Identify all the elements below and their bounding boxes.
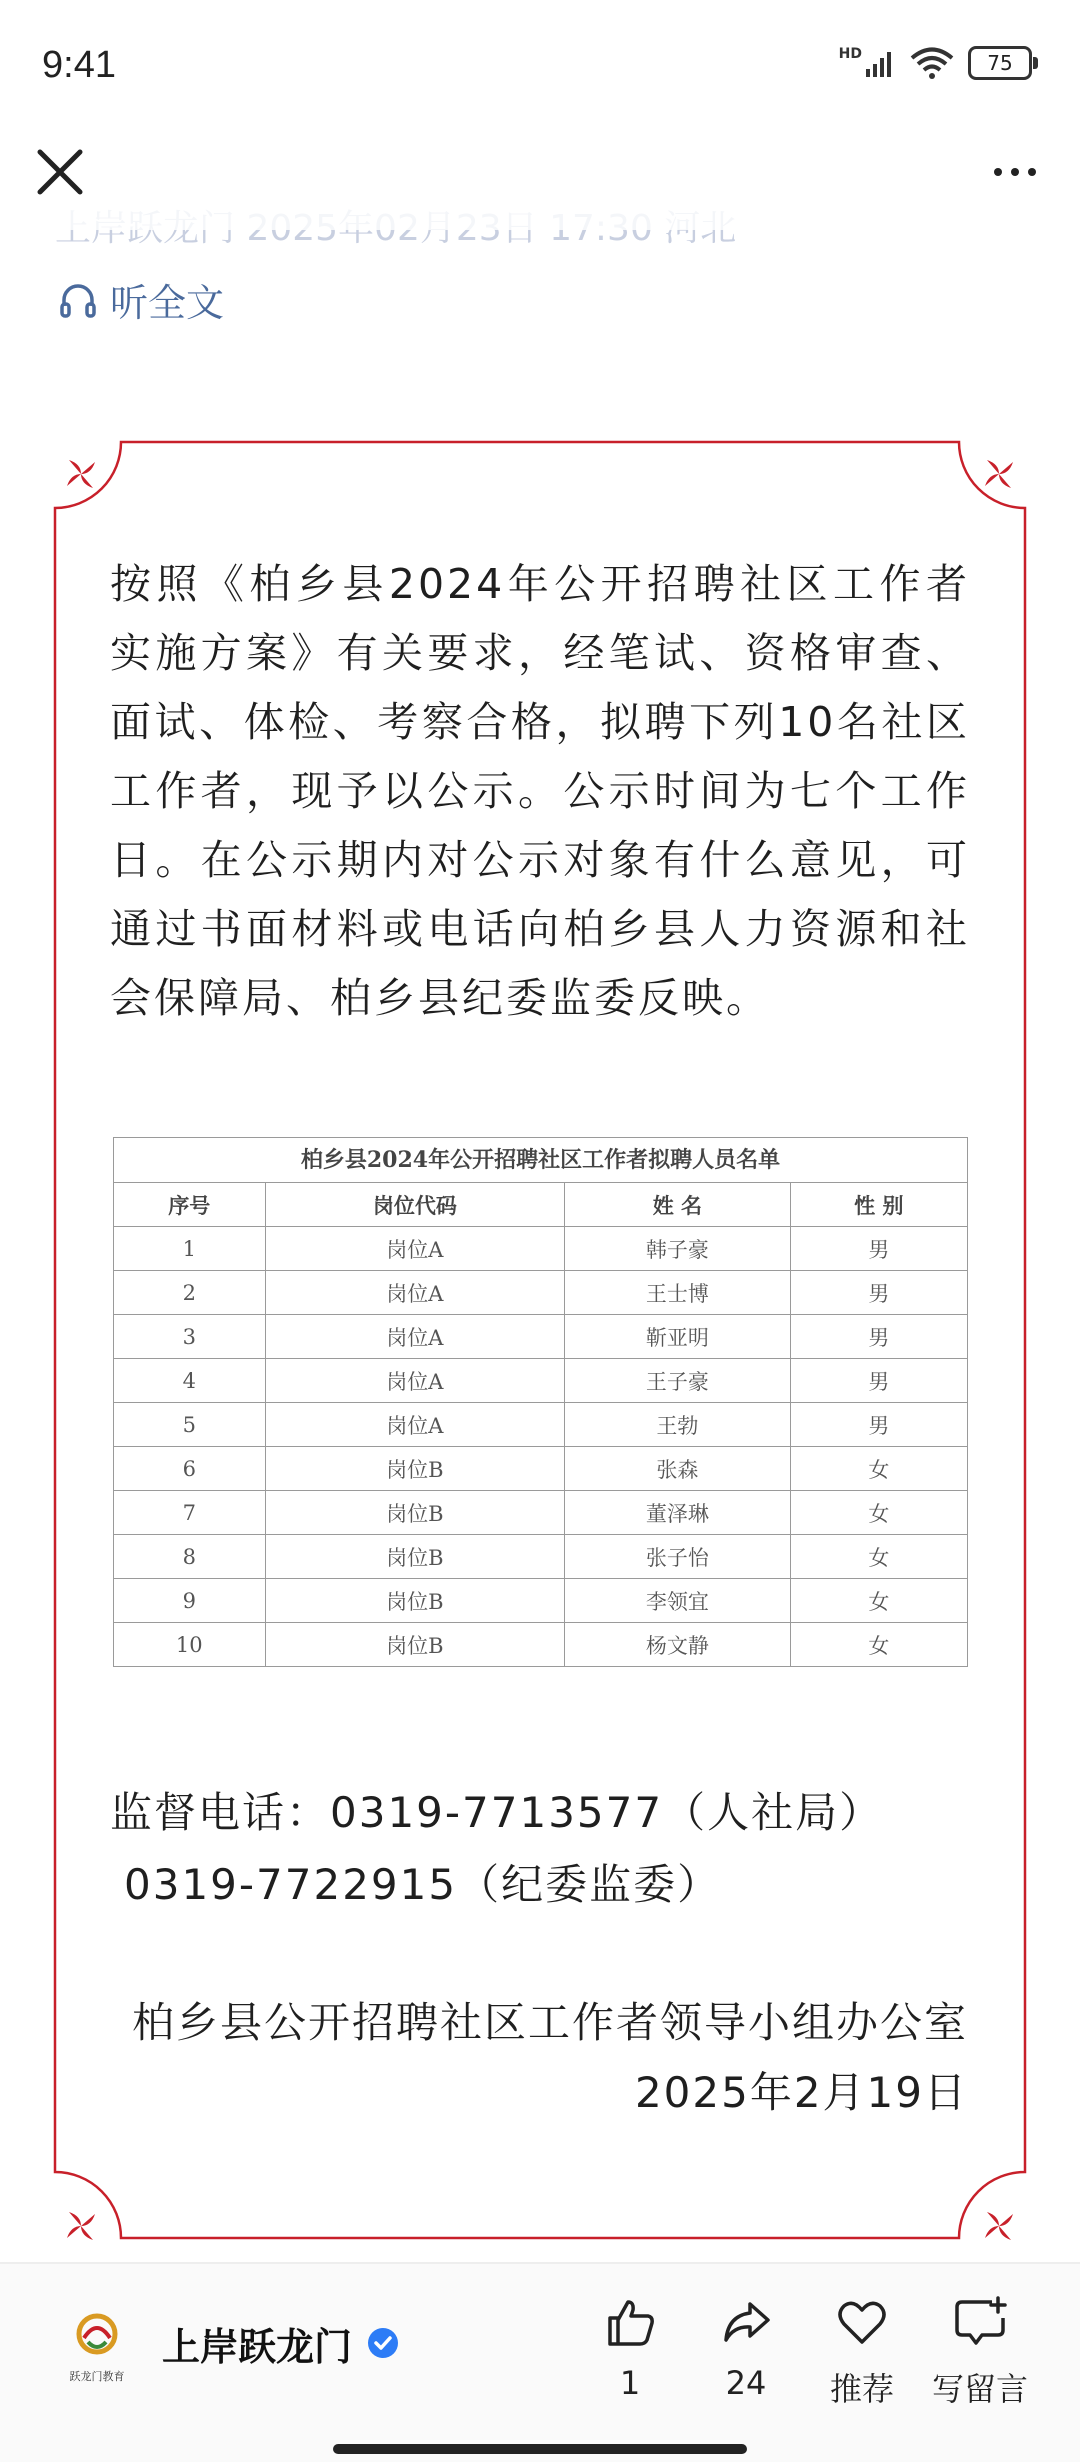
more-dot-icon (1028, 168, 1036, 176)
signal-icon (866, 49, 896, 77)
supervision-phone-discipline: 0319-7722915（纪委监委） (124, 1860, 722, 1909)
table-cell: 2 (114, 1271, 266, 1315)
table-cell: 女 (790, 1623, 967, 1667)
recommend-label: 推荐 (829, 2370, 894, 2408)
listen-label: 听全文 (110, 281, 225, 325)
recommend-button[interactable] (802, 2294, 922, 2410)
verified-badge-icon (366, 2326, 400, 2360)
signature-organization: 柏乡县公开招聘社区工作者领导小组办公室 (131, 1998, 968, 2047)
table-row (114, 1623, 968, 1667)
share-button[interactable] (686, 2294, 806, 2402)
table-cell: 岗位B (265, 1535, 565, 1579)
table-cell: 岗位A (265, 1315, 565, 1359)
table-cell: 岗位B (265, 1491, 565, 1535)
more-dot-icon (994, 168, 1002, 176)
home-indicator[interactable] (333, 2444, 747, 2454)
table-cell: 男 (790, 1403, 967, 1447)
table-cell: 王勃 (565, 1403, 791, 1447)
flower-ornament-icon (61, 454, 101, 494)
table-row (114, 1359, 968, 1403)
table-cell: 女 (790, 1447, 967, 1491)
account-logo-icon (62, 2308, 132, 2364)
table-cell: 男 (790, 1359, 967, 1403)
table-cell: 9 (114, 1579, 266, 1623)
header-cell: 岗位代码 (265, 1183, 565, 1227)
headphones-icon (58, 280, 98, 320)
table-row (114, 1447, 968, 1491)
comment-add-icon (952, 2294, 1008, 2350)
status-bar (0, 0, 1080, 120)
table-cell: 女 (790, 1491, 967, 1535)
more-dot-icon (1011, 168, 1019, 176)
header-cell: 姓 名 (565, 1183, 791, 1227)
comment-label: 写留言 (931, 2370, 1028, 2408)
table-header-row (114, 1183, 968, 1227)
header-cell: 序号 (114, 1183, 266, 1227)
network-type: HD (838, 46, 862, 62)
nav-divider (0, 200, 1080, 230)
listen-full-text-button[interactable] (58, 272, 224, 327)
like-button[interactable] (570, 2294, 690, 2402)
table-cell: 男 (790, 1315, 967, 1359)
table-cell: 岗位A (265, 1227, 565, 1271)
table-cell: 3 (114, 1315, 266, 1359)
table-cell: 7 (114, 1491, 266, 1535)
table-cell: 张子怡 (565, 1535, 791, 1579)
table-cell: 王士博 (565, 1271, 791, 1315)
write-comment-button[interactable] (920, 2294, 1040, 2410)
flower-ornament-icon (61, 2206, 101, 2246)
header-cell: 性 别 (790, 1183, 967, 1227)
status-icons (839, 46, 1032, 80)
thumbs-up-icon (602, 2294, 658, 2350)
table-cell: 10 (114, 1623, 266, 1667)
table-row (114, 1579, 968, 1623)
table-cell: 4 (114, 1359, 266, 1403)
heart-icon (834, 2294, 890, 2350)
flower-ornament-icon (979, 454, 1019, 494)
table-cell: 靳亚明 (565, 1315, 791, 1359)
table-cell: 李领宜 (565, 1579, 791, 1623)
table-row (114, 1227, 968, 1271)
table-row (114, 1491, 968, 1535)
account-avatar[interactable] (62, 2308, 132, 2386)
table-cell: 岗位A (265, 1271, 565, 1315)
table-cell: 6 (114, 1447, 266, 1491)
bottom-action-bar (0, 2262, 1080, 2462)
table-cell: 8 (114, 1535, 266, 1579)
table-row (114, 1271, 968, 1315)
table-row (114, 1403, 968, 1447)
roster-table (113, 1137, 968, 1667)
roster-table-image[interactable] (113, 1137, 968, 1667)
table-cell: 5 (114, 1403, 266, 1447)
battery-icon (968, 46, 1032, 80)
table-cell: 杨文静 (565, 1623, 791, 1667)
table-cell: 岗位A (265, 1403, 565, 1447)
table-cell: 岗位A (265, 1359, 565, 1403)
table-cell: 男 (790, 1227, 967, 1271)
table-cell: 王子豪 (565, 1359, 791, 1403)
close-icon[interactable] (30, 142, 90, 202)
like-count: 1 (619, 2364, 641, 2402)
table-cell: 女 (790, 1535, 967, 1579)
table-cell: 岗位B (265, 1579, 565, 1623)
wifi-icon (910, 47, 954, 79)
status-time: 9:41 (42, 44, 116, 86)
table-cell: 1 (114, 1227, 266, 1271)
supervision-phone-hrss: 监督电话：0319-7713577（人社局） (110, 1788, 884, 1837)
table-cell: 岗位B (265, 1623, 565, 1667)
table-row (114, 1315, 968, 1359)
announcement-paragraph: 按照《柏乡县2024年公开招聘社区工作者实施方案》有关要求，经笔试、资格审查、面试、体检、考察合格，拟聘下列10名社区工作者，现予以公示。公示时间为七个工作日。在公示期内对公示对象有什么意见，可通过书面材料或电话向柏乡县人力资源和社会保障局、柏乡县纪委监委反映。 (110, 560, 970, 1022)
flower-ornament-icon (979, 2206, 1019, 2246)
table-cell: 韩子豪 (565, 1227, 791, 1271)
table-title: 柏乡县2024年公开招聘社区工作者拟聘人员名单 (113, 1137, 968, 1182)
account-name[interactable]: 上岸跃龙门 (162, 2325, 353, 2369)
table-cell: 女 (790, 1579, 967, 1623)
share-count: 24 (725, 2364, 767, 2402)
table-cell: 岗位B (265, 1447, 565, 1491)
battery-level: 75 (987, 51, 1013, 75)
share-arrow-icon (718, 2294, 774, 2350)
table-row (114, 1535, 968, 1579)
table-cell: 张森 (565, 1447, 791, 1491)
more-options-button[interactable] (980, 142, 1050, 202)
account-logo-caption: 跃龙门教育 (69, 2370, 125, 2383)
table-cell: 男 (790, 1271, 967, 1315)
table-cell: 董泽琳 (565, 1491, 791, 1535)
signature-date: 2025年2月19日 (634, 2068, 968, 2117)
